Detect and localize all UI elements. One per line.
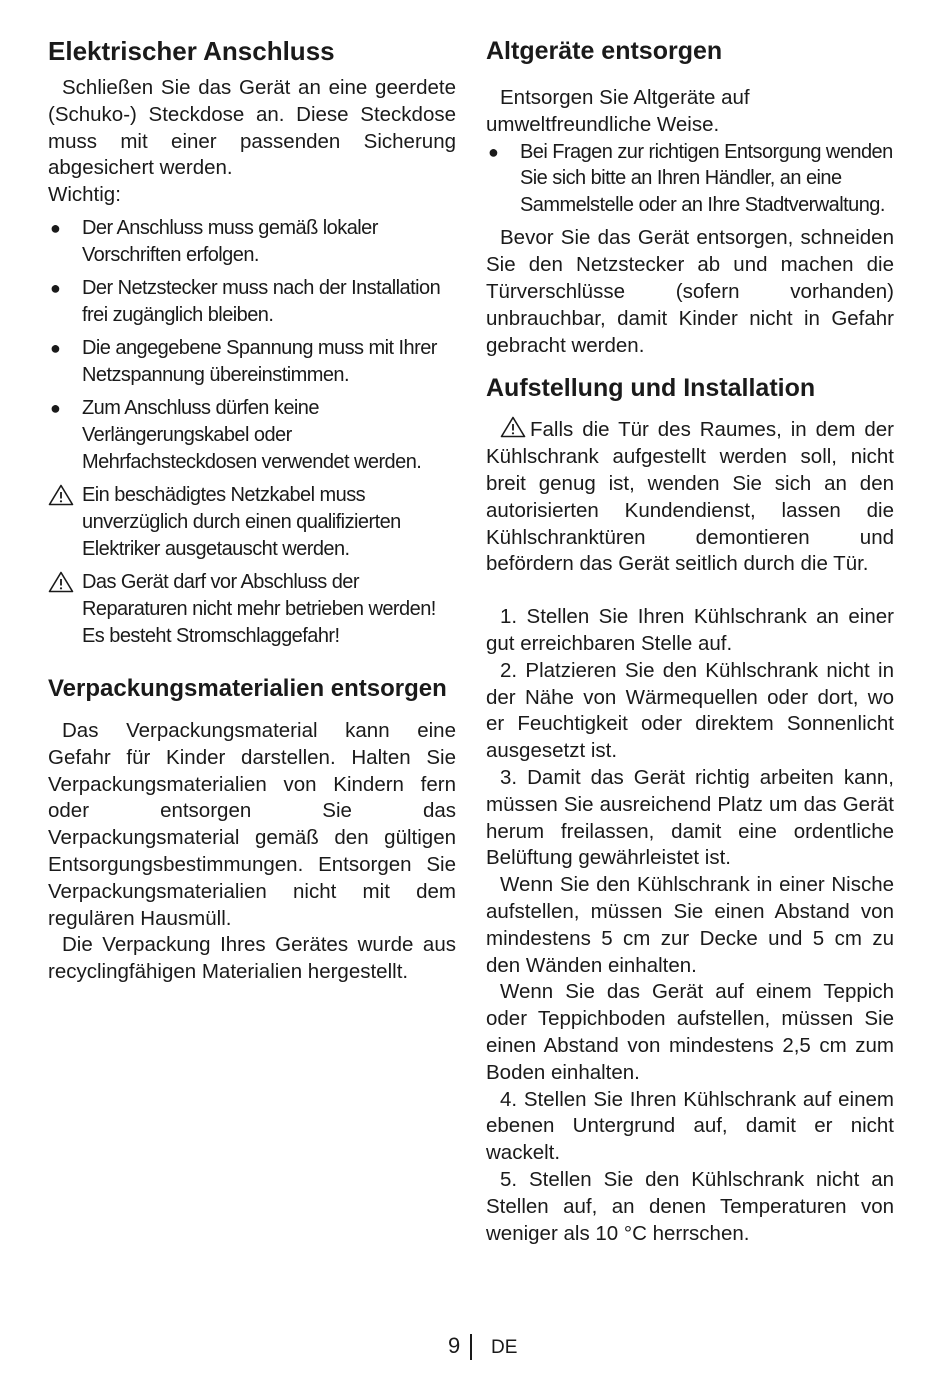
paragraph-aufstellung-warning: Falls die Tür des Raumes, in dem der Kühlschrank aufgestellt werden soll, nicht breit genug ist, wenden Sie sich an den autorisierten Kundendienst, lassen die Kühlschranktüren demontieren und befördern das Gerät seitlich durch die Tür. <box>486 418 894 576</box>
list-item: ● Die angegebene Spannung muss mit Ihrer Netzspannung übereinstimmen. <box>50 337 437 386</box>
warning-note: Das Gerät darf vor Abschluss der Reparaturen nicht mehr betrieben werden! Es besteht Stromschlaggefahr! <box>48 569 456 649</box>
bullet-dot-icon: ● <box>50 278 61 299</box>
paragraph-step-5: 5. Stellen Sie den Kühlschrank nicht an Stellen auf, an denen Temperaturen von weniger als 10 °C herrschen. <box>486 1167 894 1245</box>
paragraph-altgeraete-intro: Entsorgen Sie Altgeräte auf umweltfreundliche Weise. <box>486 86 750 136</box>
warning-note: Ein beschädigtes Netzkabel muss unverzüglich durch einen qualifizierten Elektriker ausgetauscht werden. <box>48 482 456 562</box>
bullet-dot-icon: ● <box>488 141 499 162</box>
altgeraete-bullet-list <box>486 139 894 219</box>
list-item: ● Der Anschluss muss gemäß lokaler Vorschriften erfolgen. <box>50 216 378 266</box>
warning-triangle-icon <box>48 484 74 506</box>
paragraph-anschluss-intro: Schließen Sie das Gerät an eine geerdete (Schuko-) Steckdose an. Diese Steckdose muss mit einer passenden Sicherung abgesichert werden. <box>48 76 456 180</box>
label-wichtig: Wichtig: <box>48 183 121 207</box>
section-title-altgeraete: Altgeräte entsorgen <box>486 37 723 65</box>
section-title-aufstellung: Aufstellung und Installation <box>486 374 816 403</box>
paragraph-step-2: 2. Platzieren Sie den Kühlschrank nicht in der Nähe von Wärmequellen oder dort, wo er Feuchtigkeit oder direktem Sonnenlicht ausgesetzt ist. <box>486 658 894 763</box>
anschluss-bullet-list <box>48 215 456 476</box>
list-item: ● Der Netzstecker muss nach der Installation frei zugänglich bleiben. <box>50 277 441 326</box>
paragraph-teppich: Wenn Sie das Gerät auf einem Teppich oder Teppichboden aufstellen, müssen Sie einen Abstand von mindestens 2,5 cm zum Boden einhalten. <box>486 980 894 1084</box>
paragraph-step-3: 3. Damit das Gerät richtig arbeiten kann, müssen Sie ausreichend Platz um das Gerät herum freilassen, damit eine ordentliche Belüftung gewährleistet ist. <box>486 766 894 870</box>
warning-triangle-icon <box>48 571 74 593</box>
bullet-dot-icon: ● <box>50 398 61 419</box>
warning-triangle-icon <box>500 416 526 438</box>
paragraph-step-1: 1. Stellen Sie Ihren Kühlschrank an einer gut erreichbaren Stelle auf. <box>486 605 894 656</box>
page-number: 9 <box>448 1333 461 1358</box>
language-label: DE <box>491 1337 518 1358</box>
paragraph-verpackung-2: Die Verpackung Ihres Gerätes wurde aus recyclingfähigen Materialien hergestellt. <box>48 933 456 984</box>
paragraph-verpackung-1: Das Verpackungsmaterial kann eine Gefahr für Kinder darstellen. Halten Sie Verpackungsmaterialien von Kindern fern oder entsorgen Sie das Verpackungsmaterial gemäß den gültigen Entsorgungsbestimmungen. Entsorgen Sie Verpackungsmaterialien nicht mit dem regulären Hausmüll. <box>48 718 456 930</box>
paragraph-altgeraete-2: Bevor Sie das Gerät entsorgen, schneiden Sie den Netzstecker ab und machen die Türverschlüsse (sofern vorhanden) unbrauchbar, damit Kinder nicht in Gefahr gebracht werden. <box>486 226 894 357</box>
footer-divider <box>470 1334 472 1360</box>
section-title-verpackungsmaterialien: Verpackungsmaterialien entsorgen <box>48 674 447 702</box>
list-item: ● Bei Fragen zur richtigen Entsorgung wenden Sie sich bitte an Ihren Händler, an eine Sammelstelle oder an Ihre Stadtverwaltung. <box>488 140 893 217</box>
paragraph-step-4: 4. Stellen Sie Ihren Kühlschrank auf einem ebenen Untergrund auf, damit er nicht wackelt. <box>486 1087 894 1165</box>
list-item: ● Zum Anschluss dürfen keine Verlängerungskabel oder Mehrfachsteckdosen verwendet werden. <box>50 397 422 473</box>
section-title-elektrischer-anschluss: Elektrischer Anschluss <box>48 36 335 66</box>
left-column <box>48 38 456 986</box>
bullet-dot-icon: ● <box>50 338 61 359</box>
paragraph-nische: Wenn Sie den Kühlschrank in einer Nische aufstellen, müssen Sie einen Abstand von mindestens 5 cm zur Decke und 5 cm zu den Wänden einhalten. <box>486 873 894 977</box>
page-footer <box>0 1333 950 1363</box>
right-column <box>486 38 894 1247</box>
bullet-dot-icon: ● <box>50 217 61 238</box>
